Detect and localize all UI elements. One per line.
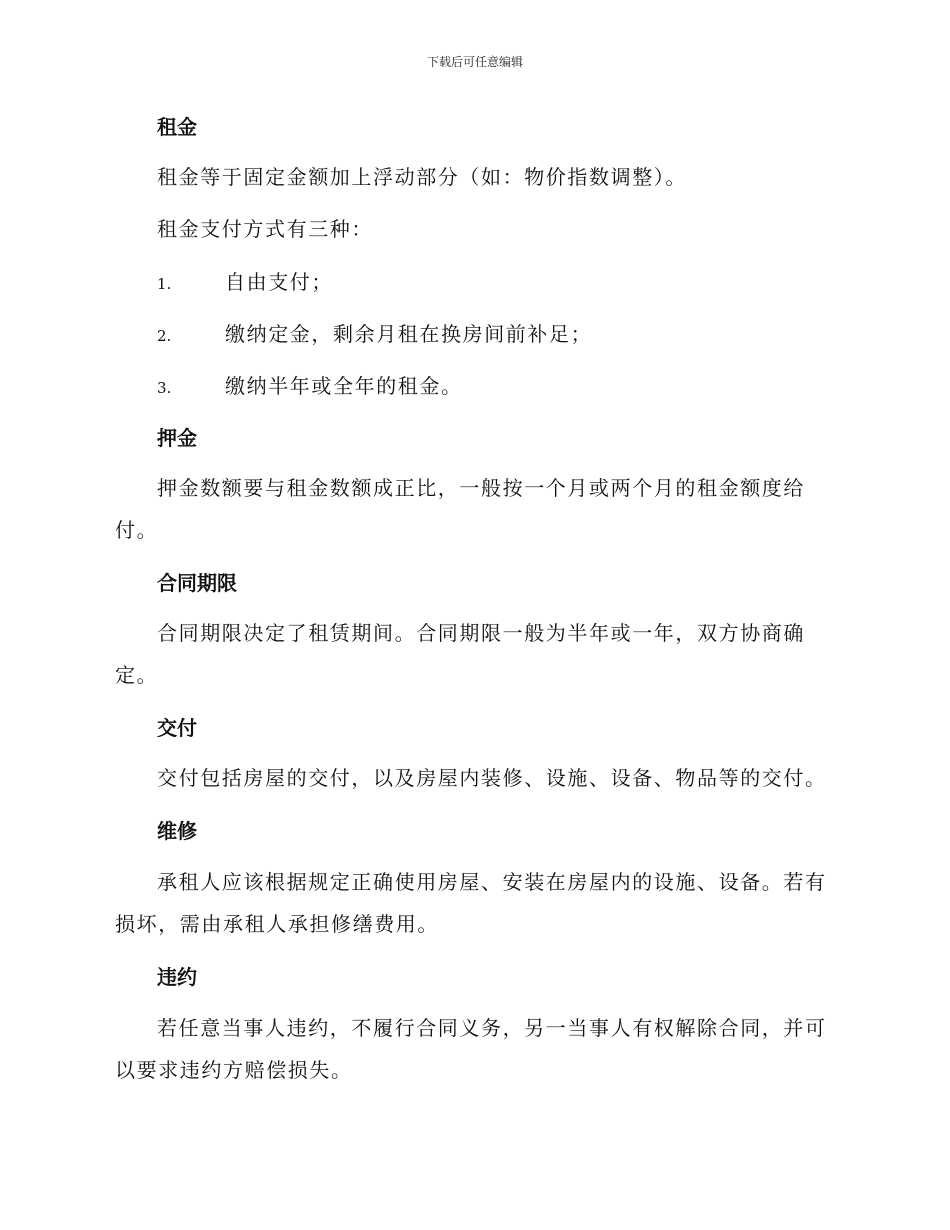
list-number: 1. bbox=[157, 275, 172, 293]
list-text: 缴纳定金，剩余月租在换房间前补足； bbox=[225, 322, 593, 346]
heading-breach: 违约 bbox=[157, 965, 197, 989]
heading-rent: 租金 bbox=[157, 115, 197, 139]
paragraph-contract-term: 合同期限决定了租赁期间。合同期限一般为半年或一年，双方协商确定。 bbox=[115, 621, 805, 687]
list-text: 缴纳半年或全年的租金。 bbox=[225, 374, 463, 398]
heading-delivery: 交付 bbox=[157, 716, 197, 740]
list-item bbox=[157, 321, 837, 349]
list-number: 3. bbox=[157, 379, 172, 397]
heading-contract-term: 合同期限 bbox=[157, 571, 237, 595]
page-header: 下载后可任意编辑 bbox=[426, 55, 523, 69]
list-item bbox=[157, 269, 837, 297]
list-item bbox=[157, 373, 837, 401]
list-text: 自由支付； bbox=[225, 270, 333, 294]
heading-repair: 维修 bbox=[157, 819, 197, 843]
paragraph-rent-amount: 租金等于固定金额加上浮动部分（如：物价指数调整）。 bbox=[157, 165, 687, 189]
list-number: 2. bbox=[157, 327, 172, 345]
paragraph-deposit: 押金数额要与租金数额成正比，一般按一个月或两个月的租金额度给付。 bbox=[115, 476, 805, 542]
paragraph-delivery: 交付包括房屋的交付，以及房屋内装修、设施、设备、物品等的交付。 bbox=[157, 766, 827, 790]
paragraph-breach: 若任意当事人违约，不履行合同义务，另一当事人有权解除合同，并可以要求违约方赔偿损失。 bbox=[115, 1016, 827, 1082]
paragraph-repair: 承租人应该根据规定正确使用房屋、安装在房屋内的设施、设备。若有损坏，需由承租人承担修缮费用。 bbox=[115, 870, 827, 936]
heading-deposit: 押金 bbox=[157, 426, 197, 450]
paragraph-rent-payment-methods: 租金支付方式有三种： bbox=[157, 217, 373, 241]
